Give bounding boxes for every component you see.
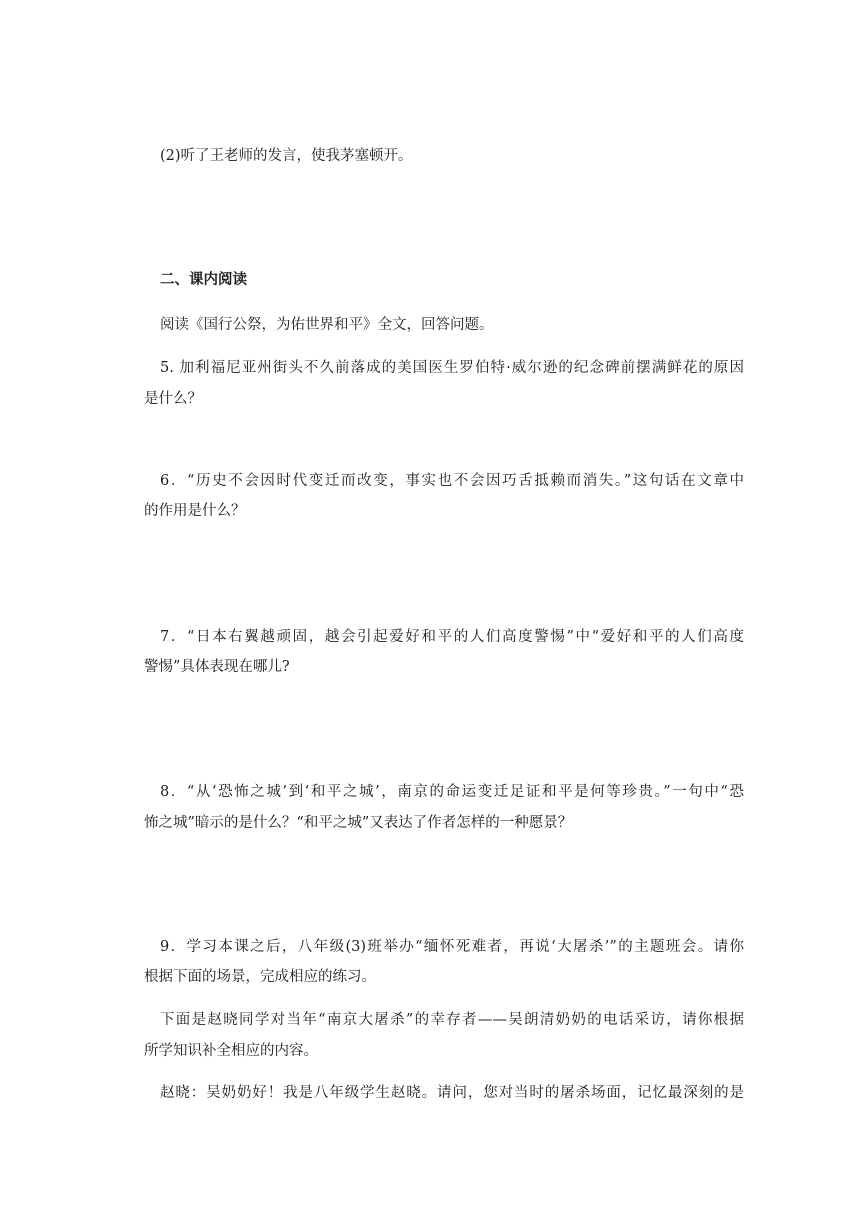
exercise-item-2: (2)听了王老师的发言，使我茅塞顿开。 — [160, 148, 413, 164]
section-heading: 二、课内阅读 — [160, 272, 247, 288]
question-7-line-2: 警惕”具体表现在哪儿? — [144, 659, 290, 675]
interview-intro-line-1: 下面是赵晓同学对当年“南京大屠杀”的幸存者——吴朗清奶奶的电话采访，请你根据 — [160, 1012, 744, 1028]
question-8-line-1: 8．“从‘恐怖之城’到‘和平之城’，南京的命运变迁足证和平是何等珍贵。”一句中“恐 — [160, 784, 744, 800]
interview-dialogue-line: 赵晓：吴奶奶好！我是八年级学生赵晓。请问，您对当时的屠杀场面，记忆最深刻的是 — [160, 1085, 744, 1101]
question-8-line-2: 怖之城”暗示的是什么？“和平之城”又表达了作者怎样的一种愿景？ — [144, 815, 573, 831]
interview-intro-line-2: 所学知识补全相应的内容。 — [144, 1043, 318, 1059]
question-6-line-2: 的作用是什么？ — [144, 503, 246, 519]
question-5-line-1: 5. 加利福尼亚州街头不久前落成的美国医生罗伯特·威尔逊的纪念碑前摆满鲜花的原因 — [160, 360, 744, 376]
question-6-line-1: 6．“历史不会因时代变迁而改变，事实也不会因巧舌抵赖而消失。”这句话在文章中 — [160, 473, 744, 489]
question-9-line-1: 9．学习本课之后，八年级(3)班举办“缅怀死难者，再说‘大屠杀’”的主题班会。请你 — [160, 939, 744, 955]
question-7-line-1: 7．“日本右翼越顽固，越会引起爱好和平的人们高度警惕”中“爱好和平的人们高度 — [160, 629, 744, 645]
reading-instruction: 阅读《国行公祭，为佑世界和平》全文，回答问题。 — [160, 317, 494, 333]
question-9-line-2: 根据下面的场景，完成相应的练习。 — [144, 969, 376, 985]
question-5-line-2: 是什么？ — [144, 391, 202, 407]
